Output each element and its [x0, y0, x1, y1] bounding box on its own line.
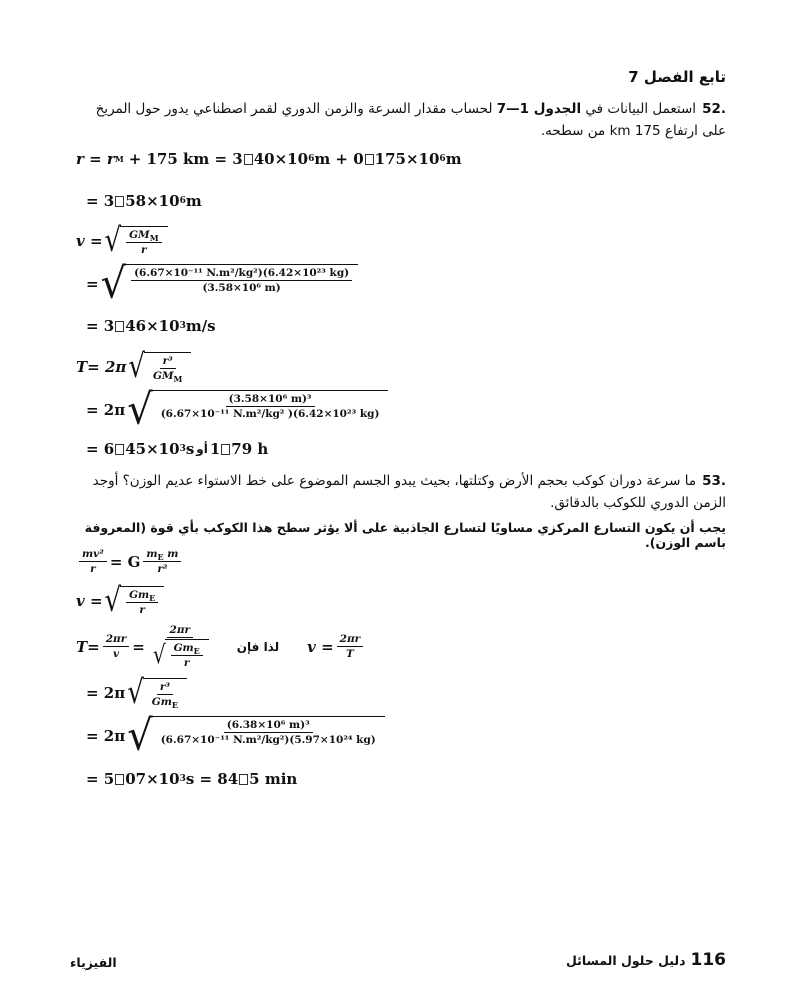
problem-52-number: .52 — [702, 101, 726, 117]
equation-velocity-planet: v = √ $\frac{Gm_E}{r}$ — [76, 586, 164, 616]
equation-velocity-result: = 3 46×10 3 m/s — [86, 317, 216, 335]
equation-radius: r = r M + 175 km = 3 40×10 6 m + 0 175×10 6 m — [76, 150, 462, 168]
footer-page-info — [566, 950, 726, 970]
footer-subject: الفيزياء — [70, 955, 117, 970]
equation-period-planet-substituted: = 2π √ $\frac{\text{(6.38×10⁶ m)³}}{\text{(6.67×10⁻¹¹ N.m²/kg²)(5.97×10²⁴ kg)}}$ — [86, 716, 385, 756]
equation-period-planet-sqrt: = 2π √ $\frac{\text{r³}}{Gm_E}$ — [86, 678, 187, 708]
problem-53: .53ما سرعة دوران كوكب بحجم الأرض وكتلتها، بحيث يبدو الجسم الموضوع على خط الاستواء عديم الوزن؟ أوجد الزمن الدوري للكوكب بالدقائق. — [92, 473, 726, 511]
equation-period-planet: T= $\frac{2\pi r}{v}$ = 2πr √ $\frac{Gm_E}{r}$ لذا فإن v = $\frac{2\pi r}{T}$ — [76, 624, 366, 669]
problem-52: .52استعمل البيانات في الجدول 1—7 لحساب مقدار السرعة والزمن الدوري لقمر اصطناعي يدور حول المريخ على ارتفاع 175 km من سطحه. — [95, 101, 726, 139]
equation-centripetal-gravity: $\frac{\text{mv²}}{r}$ = G $\frac{m_E m}{\text{r²}}$ — [76, 548, 184, 575]
equation-velocity-substituted: = √ $\frac{\text{(6.67×10⁻¹¹ N.m²/kg²)(6.42×10²³ kg)}}{\text{(3.58×10⁶ m)}}$ — [86, 264, 358, 304]
problem-53-number: .53 — [702, 473, 726, 489]
equation-period-formula: T= 2π √ $\frac{\text{r³}}{GM_M}$ — [76, 352, 191, 382]
book-title: دليل حلول المسائل — [566, 953, 686, 968]
equation-period-result: = 6 45×10 3 s أو 1 79 h — [86, 440, 269, 458]
chapter-title: تابع الفصل 7 — [628, 68, 726, 86]
equation-radius-result: = 3 58×10 6 m — [86, 192, 202, 210]
therefore-label: لذا فإن — [236, 639, 280, 654]
equation-velocity-formula: v = √ $\frac{GM_M}{r}$ — [76, 226, 168, 256]
equation-period-substituted: = 2π √ $\frac{\text{(3.58×10⁶ m)³}}{\text{(6.67×10⁻¹¹ N.m²/kg² )(6.42×10²³ kg)}}$ — [86, 390, 388, 430]
problem-53-hint: يجب أن يكون التسارع المركزي مساويًا لتسارع الجاذبية على ألا يؤثر سطح هذا الكوكب بأي قوة (المعروفة باسم الوزن). — [84, 520, 726, 550]
equation-period-planet-result: = 5 07×10 3 s = 84 5 min — [86, 770, 298, 788]
page-number: 116 — [690, 950, 726, 970]
